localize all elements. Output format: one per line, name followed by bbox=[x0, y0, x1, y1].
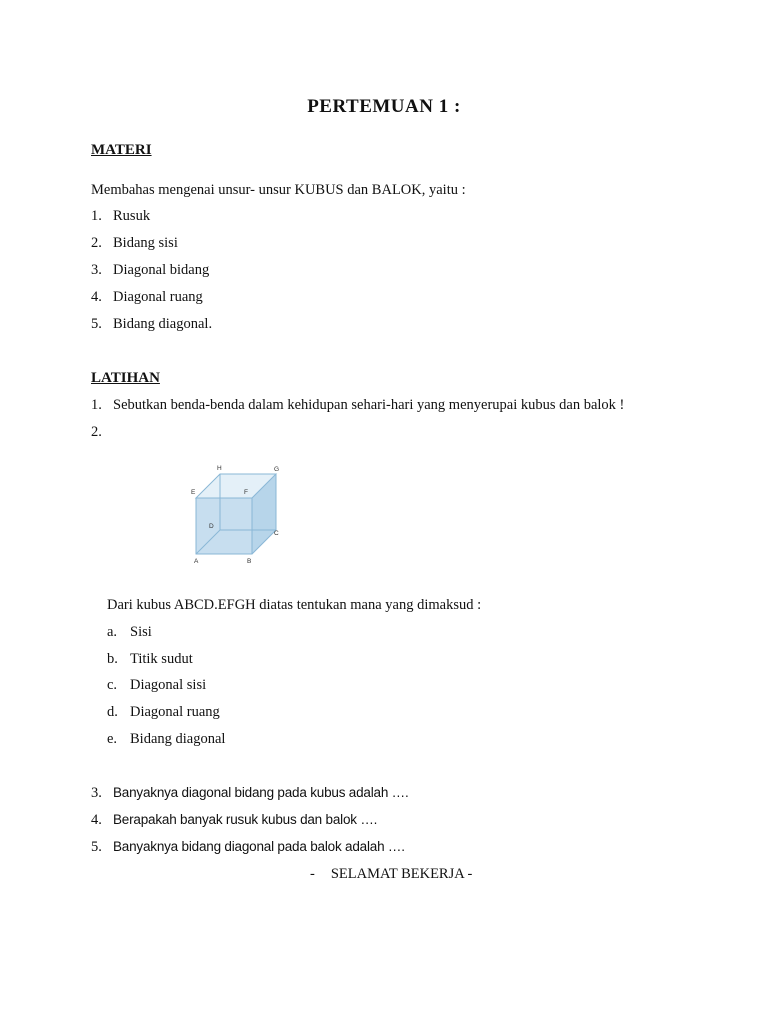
option-item bbox=[107, 651, 193, 668]
question-3 bbox=[91, 785, 409, 802]
cube-diagram bbox=[186, 462, 286, 568]
question-text: Banyaknya bidang diagonal pada balok adalah …. bbox=[113, 839, 405, 854]
closing-text: SELAMAT BEKERJA - bbox=[330, 866, 473, 882]
materi-item bbox=[91, 208, 150, 225]
materi-heading: MATERI bbox=[91, 142, 152, 158]
item-number: 4. bbox=[91, 289, 102, 305]
question-1 bbox=[91, 397, 624, 414]
latihan-heading: LATIHAN bbox=[91, 370, 160, 386]
option-text: Diagonal ruang bbox=[130, 704, 220, 720]
question-number: 5. bbox=[91, 839, 102, 855]
item-number: 3. bbox=[91, 262, 102, 278]
item-number: 1. bbox=[91, 208, 102, 224]
item-text: Bidang sisi bbox=[113, 235, 178, 251]
item-text: Bidang diagonal. bbox=[113, 316, 213, 332]
question-text: Sebutkan benda-benda dalam kehidupan sehari-hari yang menyerupai kubus dan balok ! bbox=[113, 397, 625, 413]
option-item bbox=[107, 731, 225, 748]
materi-item bbox=[91, 289, 203, 306]
page-title: PERTEMUAN 1 : bbox=[307, 96, 461, 117]
question-number: 4. bbox=[91, 812, 102, 828]
option-letter: c. bbox=[107, 677, 118, 693]
cube-label-e: E bbox=[191, 489, 196, 496]
option-item bbox=[107, 704, 220, 721]
option-text: Titik sudut bbox=[130, 651, 193, 667]
closing-dash: - bbox=[310, 866, 315, 882]
question-5 bbox=[91, 839, 405, 856]
option-item bbox=[107, 624, 152, 641]
option-text: Diagonal sisi bbox=[130, 677, 207, 693]
cube-label-c: C bbox=[274, 530, 279, 537]
cube-label-b: B bbox=[247, 558, 252, 565]
question-2-prompt: Dari kubus ABCD.EFGH diatas tentukan mana yang dimaksud : bbox=[107, 597, 482, 613]
cube-label-d: D bbox=[209, 523, 214, 530]
question-number: 3. bbox=[91, 785, 102, 801]
cube-label-g: G bbox=[274, 466, 280, 473]
question-text: Banyaknya diagonal bidang pada kubus adalah …. bbox=[113, 785, 409, 800]
option-item bbox=[107, 677, 206, 694]
materi-item bbox=[91, 235, 178, 252]
question-text: Berapakah banyak rusuk kubus dan balok …. bbox=[113, 812, 378, 827]
question-2-number: 2. bbox=[91, 424, 102, 440]
cube-label-a: A bbox=[194, 558, 199, 565]
cube-label-h: H bbox=[217, 465, 222, 472]
cube-label-f: F bbox=[244, 489, 248, 496]
item-number: 2. bbox=[91, 235, 102, 251]
materi-intro: Membahas mengenai unsur- unsur KUBUS dan BALOK, yaitu : bbox=[91, 182, 466, 198]
item-text: Diagonal ruang bbox=[113, 289, 203, 305]
item-text: Diagonal bidang bbox=[113, 262, 210, 278]
question-4 bbox=[91, 812, 377, 829]
materi-item bbox=[91, 262, 209, 279]
option-letter: d. bbox=[107, 704, 118, 720]
option-text: Bidang diagonal bbox=[130, 731, 226, 747]
item-text: Rusuk bbox=[113, 208, 151, 224]
option-text: Sisi bbox=[130, 624, 152, 640]
option-letter: e. bbox=[107, 731, 118, 747]
option-letter: b. bbox=[107, 651, 118, 667]
question-number: 1. bbox=[91, 397, 102, 413]
closing-line bbox=[310, 866, 472, 883]
materi-item bbox=[91, 316, 212, 333]
item-number: 5. bbox=[91, 316, 102, 332]
option-letter: a. bbox=[107, 624, 118, 640]
